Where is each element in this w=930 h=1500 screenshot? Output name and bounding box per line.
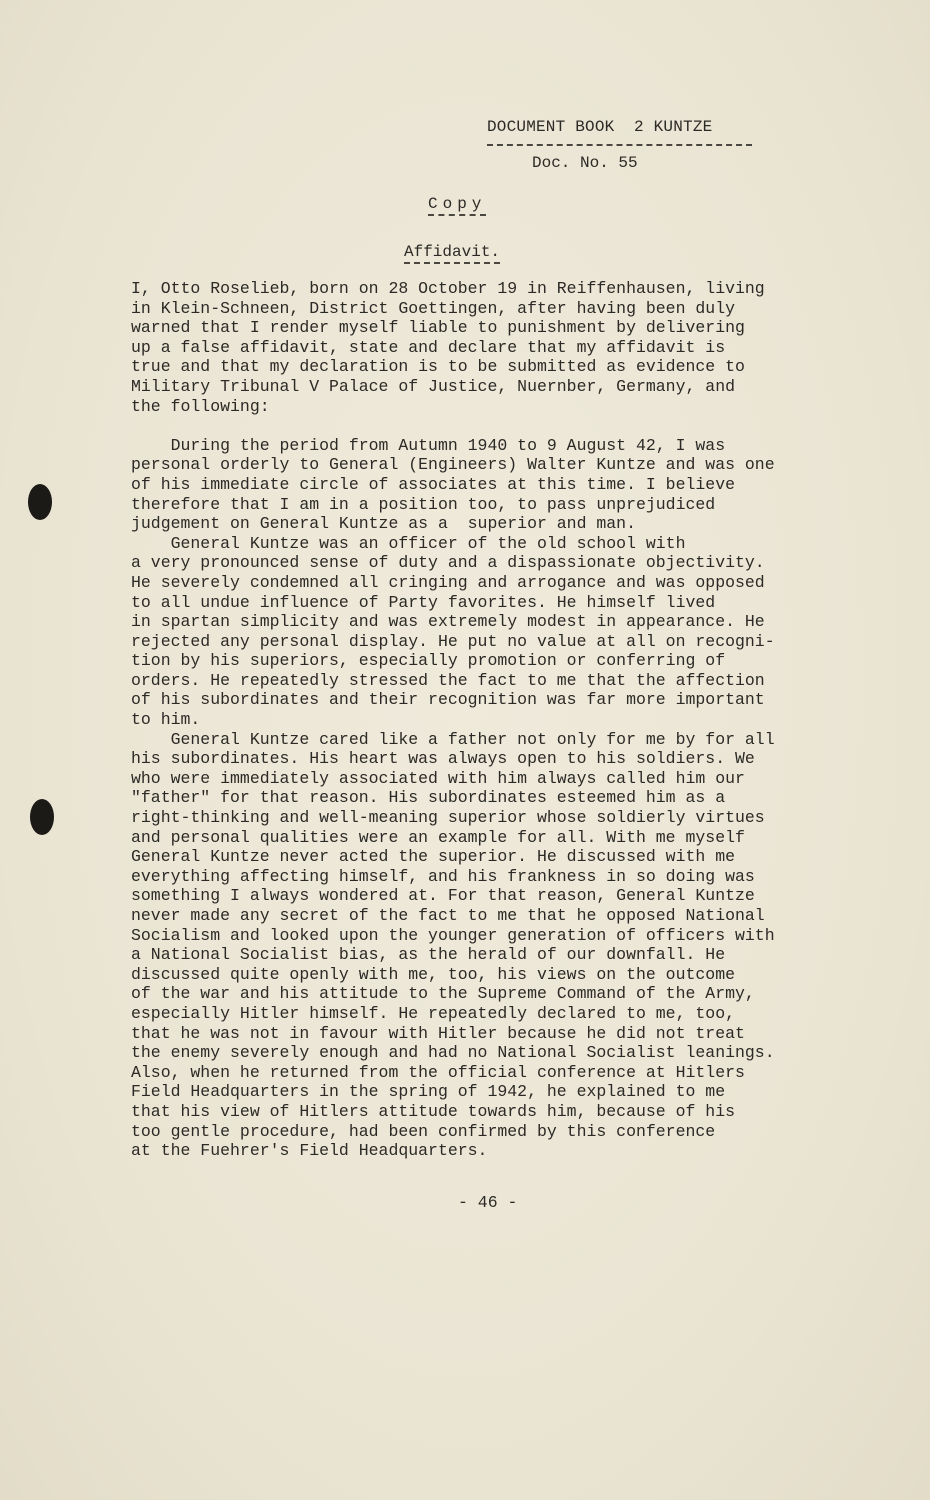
text-line: and personal qualities were an example for all. With me myself [131,827,745,847]
text-line: discussed quite openly with me, too, his views on the outcome [131,964,735,984]
text-line: Military Tribunal V Palace of Justice, Nuernber, Germany, and [131,376,735,396]
text-line: never made any secret of the fact to me that he opposed National [131,906,765,925]
punch-hole [28,484,52,520]
paragraph-gap [131,416,891,436]
text-line: that his view of Hitlers attitude towards him, because of his [131,1101,735,1121]
text-line: He severely condemned all cringing and arrogance and was opposed [131,572,765,592]
text-line: true and that my declaration is to be submitted as evidence to [131,357,745,377]
text-line: right-thinking and well-meaning superior whose soldierly virtues [131,808,765,828]
text-line: the enemy severely enough and had no National Socialist leanings. [131,1043,775,1063]
text-line: of the war and his attitude to the Supreme Command of the Army, [131,984,755,1004]
text-line: a National Socialist bias, as the herald of our downfall. He [131,945,726,965]
text-line: in spartan simplicity and was extremely modest in appearance. He [131,612,765,632]
text-line: rejected any personal display. He put no value at all on recogni- [131,631,775,651]
text-line: judgement on General Kuntze as a superior and man. [131,514,636,534]
text-line: a very pronounced sense of duty and a dispassionate objectivity. [131,553,765,573]
text-line: of his subordinates and their recognition was far more important [131,690,765,710]
text-line: at the Fuehrer's Field Headquarters. [131,1141,488,1161]
text-line: to him. [131,710,201,730]
document-number: Doc. No. 55 [532,154,638,172]
text-line: I, Otto Roselieb, born on 28 October 19 in Reiffenhausen, living [131,279,765,298]
text-line: General Kuntze never acted the superior. He discussed with me [131,847,735,867]
text-line: especially Hitler himself. He repeatedly declared to me, too, [131,1003,735,1023]
text-line: who were immediately associated with him always called him our [131,768,745,788]
affidavit-heading: Affidavit. [404,243,500,264]
paragraph-character [131,534,891,730]
text-line: General Kuntze was an officer of the old school with [131,533,686,553]
paragraph-service [131,436,891,534]
text-line: "father" for that reason. His subordinates esteemed him as a [131,788,726,808]
text-line: therefore that I am in a position too, to pass unprejudiced [131,494,716,514]
text-line: his subordinates. His heart was always open to his soldiers. We [131,749,755,769]
text-line: something I always wondered at. For that reason, General Kuntze [131,886,755,906]
header-divider [487,144,752,146]
text-line: Socialism and looked upon the younger generation of officers with [131,925,775,945]
paragraph-relations [131,730,891,1161]
text-line: in Klein-Schneen, District Goettingen, after having been duly [131,298,735,318]
text-line: General Kuntze cared like a father not only for me by for all [131,729,775,749]
text-line: the following: [131,396,270,416]
text-line: orders. He repeatedly stressed the fact to me that the affection [131,670,765,690]
text-line: everything affecting himself, and his frankness in so doing was [131,866,755,886]
text-line: up a false affidavit, state and declare that my affidavit is [131,337,726,357]
copy-label: Copy [428,195,486,216]
text-line: Also, when he returned from the official conference at Hitlers [131,1062,745,1082]
document-book-title: DOCUMENT BOOK 2 KUNTZE [487,118,713,136]
text-line: Field Headquarters in the spring of 1942, he explained to me [131,1082,726,1102]
paragraph-intro [131,279,891,416]
text-line: that he was not in favour with Hitler because he did not treat [131,1023,745,1043]
text-line: of his immediate circle of associates at this time. I believe [131,474,735,494]
affidavit-body [131,279,891,1161]
document-header [487,118,759,172]
punch-hole [30,799,54,835]
page-number: - 46 - [458,1193,518,1212]
text-line: to all undue influence of Party favorites. He himself lived [131,592,716,612]
text-line: During the period from Autumn 1940 to 9 August 42, I was [131,435,726,455]
text-line: tion by his superiors, especially promotion or conferring of [131,651,726,671]
text-line: too gentle procedure, had been confirmed by this conference [131,1121,716,1141]
text-line: warned that I render myself liable to punishment by delivering [131,318,745,338]
text-line: personal orderly to General (Engineers) Walter Kuntze and was one [131,455,775,475]
